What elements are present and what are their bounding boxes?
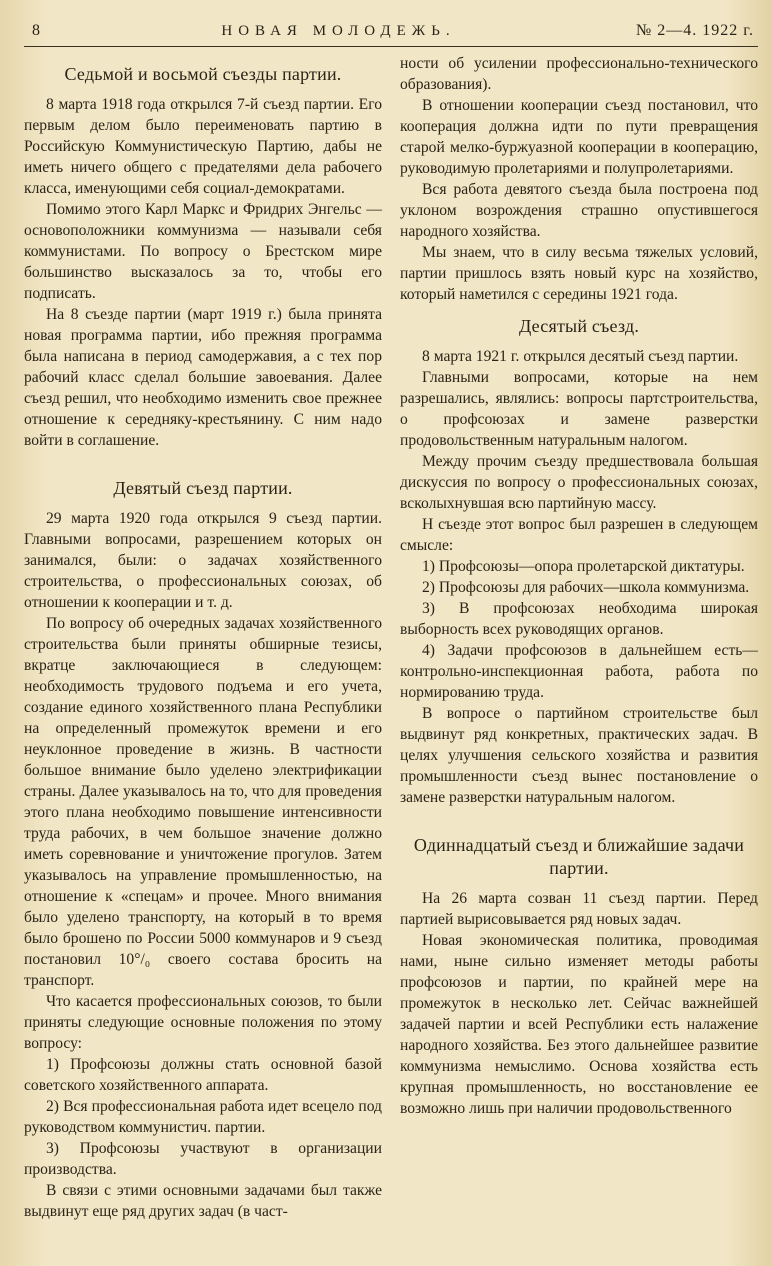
paragraph: 29 марта 1920 года открылся 9 съезд партии. Главными вопросами, разрешением которых он занимался, были: о задачах хозяйственного строительства, о профессиональных союзах, об отношении к кооперации и т. д. [24, 510, 382, 611]
issue-number: № 2—4. 1922 г. [635, 22, 754, 39]
list-item: 2) Профсоюзы для рабочих—школа коммунизма. [422, 579, 750, 596]
heading-ninth-congress: Девятый съезд партии. [113, 478, 293, 498]
paragraph-continuation: ности об усилении профессионально-технического образования). [400, 55, 758, 93]
paragraph: Вся работа девятого съезда была построена под уклоном возрождения страшно опустившегося народного хозяйства. [400, 181, 758, 240]
paragraph: Мы знаем, что в силу весьма тяжелых условий, партии пришлось взять новый курс на хозяйство, который наметился с середины 1921 года. [400, 244, 758, 303]
paragraph: На 8 съезде партии (март 1919 г.) была принята новая программа партии, ибо прежняя программа была написана в период самодержавия, а с тех пор рабочий класс сделал большие завоевания. Далее съезд решил, что необходимо изменить свое прежнее отношение к середняку-крестьянину. С ним надо войти в соглашение. [24, 306, 382, 449]
paragraph: Новая экономическая политика, проводимая нами, ныне сильно изменяет методы работы профсоюзов и партии, по крайней мере на промежуток в несколько лет. Сейчас важнейшей задачей партии и всей Республики есть налажение народного хозяйства. Без этого дальнейшее развитие коммунизма немыслимо. Основа хозяйства есть крупная промышленность, но восстановление ее возможно лишь при наличии продовольственного [400, 932, 758, 1117]
heading-eleventh-congress: Одиннадцатый съезд и ближайшие задачи партии. [413, 835, 745, 878]
list-item: 3) В профсоюзах необходима широкая выборность всех руководящих органов. [400, 600, 758, 638]
page-header [24, 22, 758, 47]
heading-tenth-congress: Десятый съезд. [518, 316, 640, 336]
paragraph: Между прочим съезду предшествовала большая дискуссия по вопросу о профессиональных союзах, всколыхнувшая всю партийную массу. [400, 453, 758, 512]
paragraph: В вопросе о партийном строительстве был выдвинут ряд конкретных, практических задач. В целях улучшения сельского хозяйства и развития промышленности съезд вынес постановление о замене разверстки натуральным налогом. [400, 705, 758, 806]
paragraph: 8 марта 1918 года открылся 7-й съезд партии. Его первым делом было переименовать партию в Российскую Коммунистическую Партию, дабы не иметь ничего общего с предателями дела рабочего класса, именующими себя социал-демократами. [24, 96, 382, 197]
paragraph: Н съезде этот вопрос был разрешен в следующем смысле: [400, 516, 758, 554]
list-item: 1) Профсоюзы—опора пролетарской диктатуры. [422, 558, 745, 575]
left-column [24, 53, 382, 1222]
paragraph: По вопросу об очередных задачах хозяйственного строительства были приняты обширные тезисы, вкратце заключающиеся в следующем: необходимость трудового подъема и его учета, создание единого хозяйственного плана Республики на определенный промежуток времени и его неуклонное проведение в жизнь. В частности большое внимание было уделено электрификации страны. Далее указывалось на то, что для проведения этого плана необходимо повышение интенсивности труда рабочих, в чем большое значение должно иметь соревнование и уничтожение прогулов. Затем указывалось на управление промышленностью, на отношение к «спецам» и прочее. Много внимания было уделено транспорту, на который в то время было брошено по России 5000 коммунаров и 9 съезд постановил 10°/₀ своего состава бросить на транспорт. [24, 615, 382, 989]
list-item: 1) Профсоюзы должны стать основной базой советского хозяйственного аппарата. [24, 1056, 382, 1094]
list-item: 2) Вся профессиональная работа идет всецело под руководством коммунистич. партии. [24, 1098, 382, 1136]
article-columns [24, 53, 758, 1222]
paragraph: 8 марта 1921 г. открылся десятый съезд партии. [422, 348, 739, 365]
right-column [400, 53, 758, 1222]
paragraph: В отношении кооперации съезд постановил, что кооперация должна идти по пути превращения старой мелко-буржуазной кооперации в кооперацию, руководимую пролетариями и полупролетариями. [400, 97, 758, 177]
page-number: 8 [32, 22, 41, 39]
journal-title: НОВАЯ МОЛОДЕЖЬ. [221, 23, 456, 39]
paragraph: Главными вопросами, которые на нем разрешались, являлись: вопросы партстроительства, о профсоюзах и замене разверстки продовольственным натуральным налогом. [400, 369, 758, 449]
paragraph: Помимо этого Карл Маркс и Фридрих Энгельс — основоположники коммунизма — называли себя коммунистами. По вопросу о Брестском мире большинство высказалось за то, чтобы его подписать. [24, 201, 382, 302]
paragraph: В связи с этими основными задачами был также выдвинут еще ряд других задач (в част- [24, 1182, 382, 1220]
list-item: 4) Задачи профсоюзов в дальнейшем есть—контрольно-инспекционная работа, работа по нормированию труда. [400, 642, 758, 701]
list-item: 3) Профсоюзы участвуют в организации производства. [24, 1140, 382, 1178]
paragraph: Что касается профессиональных союзов, то были приняты следующие основные положения по этому вопросу: [24, 993, 382, 1052]
paragraph: На 26 марта созван 11 съезд партии. Перед партией вырисовывается ряд новых задач. [400, 890, 758, 928]
heading-seventh-eighth-congress: Седьмой и восьмой съезды партии. [64, 64, 342, 84]
